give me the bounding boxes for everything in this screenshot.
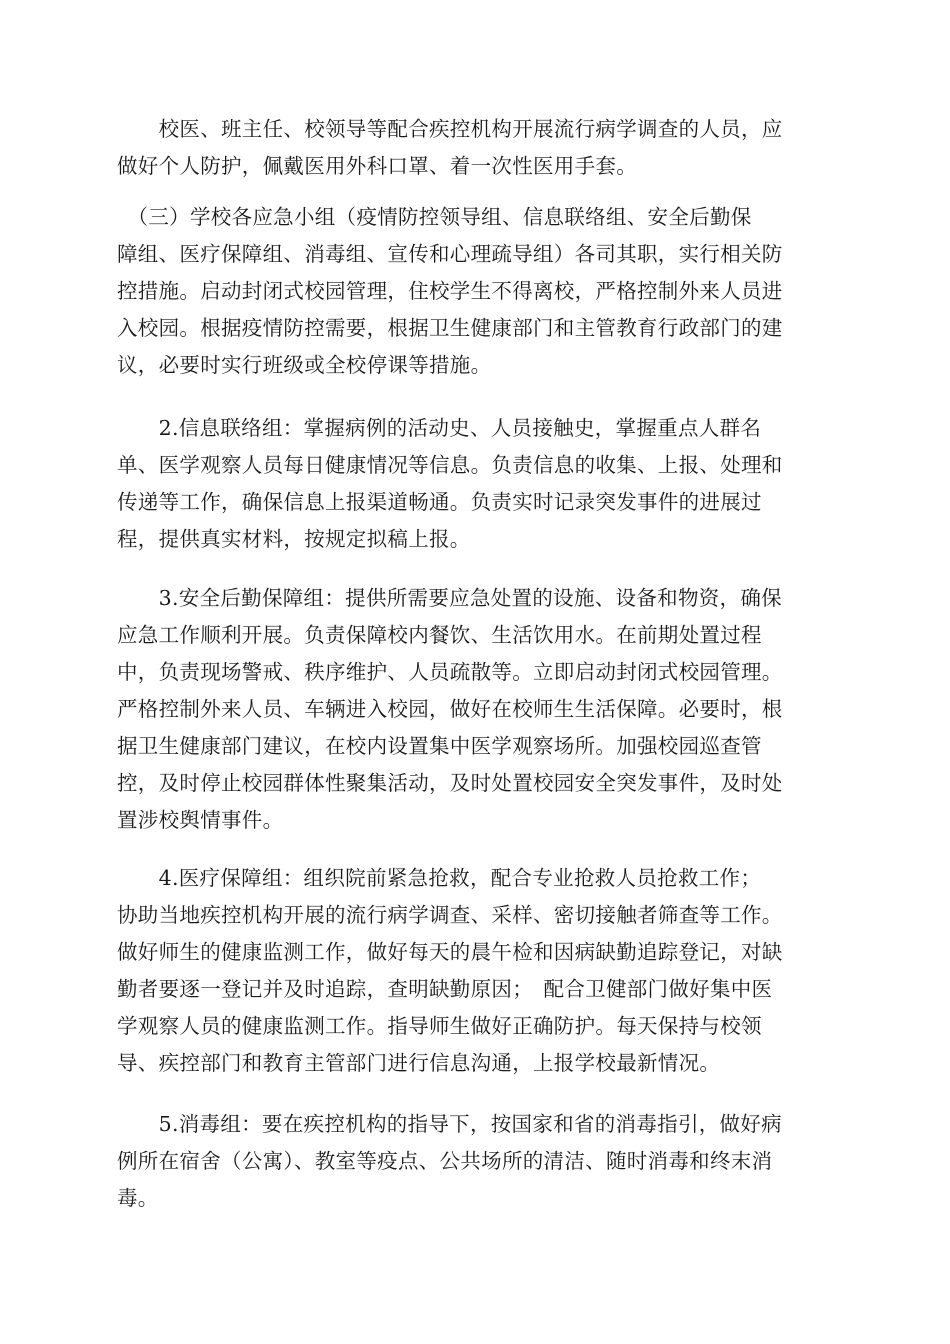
- paragraph-disinfection-group: [117, 1106, 837, 1217]
- text-line: （三）学校各应急小组（疫情防控领导组、信息联络组、安全后勤保: [117, 205, 752, 229]
- text-line: 3.安全后勤保障组：提供所需要应急处置的设施、设备和物资，确保: [117, 586, 782, 610]
- text-line: 控，及时停止校园群体性聚集活动，及时处置校园安全突发事件，及时处: [117, 771, 783, 795]
- text-line: 2.信息联络组：掌握病例的活动史、人员接触史，掌握重点人群名: [117, 416, 762, 440]
- text-line: 据卫生健康部门建议，在校内设置集中医学观察场所。加强校园巡查管: [117, 734, 762, 758]
- paragraph-epidemiology-staff-protection: [117, 111, 837, 185]
- text-line: 勤者要逐一登记并及时追踪，查明缺勤原因； 配合卫健部门做好集中医: [117, 977, 773, 1001]
- text-line: 做好个人防护，佩戴医用外科口罩、着一次性医用手套。: [117, 154, 637, 178]
- paragraph-medical-group: [117, 860, 837, 1082]
- text-line: 传递等工作，确保信息上报渠道畅通。负责实时记录突发事件的进展过: [117, 490, 762, 514]
- text-line: 障组、医疗保障组、消毒组、宣传和心理疏导组）各司其职，实行相关防: [117, 242, 783, 266]
- text-line: 例所在宿舍（公寓）、教室等疫点、公共场所的清洁、随时消毒和终末消: [117, 1149, 773, 1173]
- text-line: 入校园。根据疫情防控需要，根据卫生健康部门和主管教育行政部门的建: [117, 316, 783, 340]
- text-line: 置涉校舆情事件。: [117, 808, 284, 832]
- paragraph-logistics-group: [117, 580, 837, 839]
- paragraph-info-liaison-group: [117, 410, 837, 558]
- text-line: 导、疾控部门和教育主管部门进行信息沟通，上报学校最新情况。: [117, 1051, 721, 1075]
- text-line: 做好师生的健康监测工作，做好每天的晨午检和因病缺勤追踪登记，对缺: [117, 940, 783, 964]
- text-line: 学观察人员的健康监测工作。指导师生做好正确防护。每天保持与校领: [117, 1014, 762, 1038]
- text-line: 单、医学观察人员每日健康情况等信息。负责信息的收集、上报、处理和: [117, 453, 783, 477]
- text-line: 应急工作顺利开展。负责保障校内餐饮、生活饮用水。在前期处置过程: [117, 623, 762, 647]
- text-line: 严格控制外来人员、车辆进入校园，做好在校师生生活保障。必要时，根: [117, 697, 783, 721]
- paragraph-emergency-groups: [117, 199, 837, 384]
- text-line: 控措施。启动封闭式校园管理，住校学生不得离校，严格控制外来人员进: [117, 279, 783, 303]
- text-line: 毒。: [117, 1186, 159, 1210]
- text-line: 5.消毒组：要在疾控机构的指导下，按国家和省的消毒指引，做好病: [117, 1112, 782, 1136]
- text-line: 协助当地疾控机构开展的流行病学调查、采样、密切接触者筛查等工作。: [117, 903, 783, 927]
- text-line: 中，负责现场警戒、秩序维护、人员疏散等。立即启动封闭式校园管理。: [117, 660, 783, 684]
- text-line: 程，提供真实材料，按规定拟稿上报。: [117, 527, 471, 551]
- text-line: 4.医疗保障组：组织院前紧急抢救，配合专业抢救人员抢救工作；: [117, 866, 762, 890]
- text-line: 校医、班主任、校领导等配合疾控机构开展流行病学调查的人员，应: [117, 117, 783, 141]
- text-line: 议，必要时实行班级或全校停课等措施。: [117, 353, 492, 377]
